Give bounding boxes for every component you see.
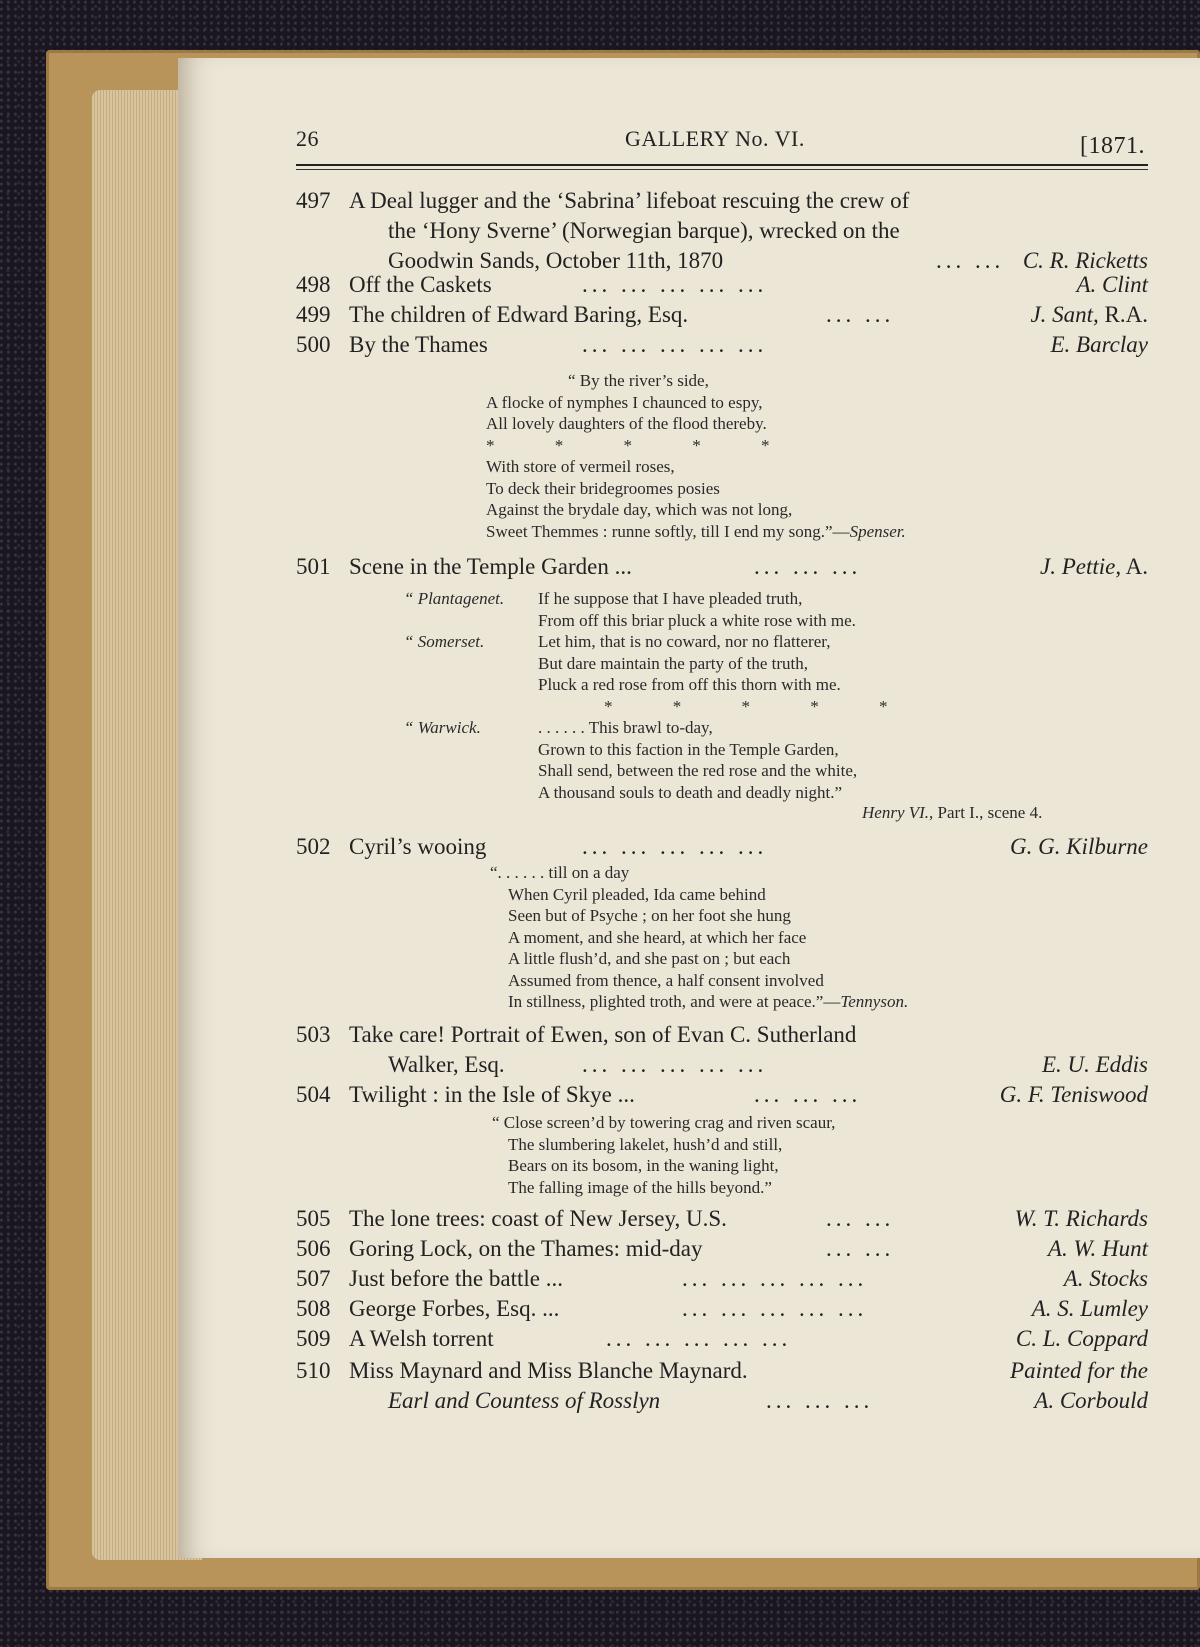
entry-title: George Forbes, Esq. ... [349,1296,560,1321]
entry-title-continued: Earl and Countess of Rosslyn [388,1388,661,1413]
entry-number: 500 [296,332,331,357]
speaker-name: “ Somerset. [404,632,485,651]
entry-title: Goring Lock, on the Thames: mid-day [349,1236,703,1261]
entry-artist: G. G. Kilburne [1010,834,1148,859]
catalogue-entry [296,1204,1148,1234]
catalogue-entry [296,300,1148,330]
catalogue-entry [296,186,1148,276]
play-quote: “ Plantagenet. “ Somerset. “ Warwick. If he suppose that I have pleaded truth, From off this briar pluck a white rose with me. Let him, that is no coward, nor no flatterer, But dare maintain the party of the truth, Pluck a red rose from off this thorn with me. * * * * * . . . . . . This brawl to-day, Grown to this faction in the Temple Garden, Shall send, between the red rose and the white, A thousand souls to death and deadly night.” Henry VI., Part I., scene 4. [404,589,1043,822]
entry-artist: J. Pettie, A. [1040,554,1148,579]
header-rule-bottom [296,169,1148,170]
page-title: GALLERY No. VI. [625,126,805,151]
entry-number: 501 [296,554,331,579]
leader-dots: ... ... ... ... ... [682,1296,868,1321]
entry-artist: C. L. Coppard [1015,1326,1148,1351]
page-year: [1871. [1080,133,1145,159]
catalogue-entry [296,330,1148,360]
catalogue-entry [296,1234,1148,1264]
entry-artist: W. T. Richards [1014,1206,1148,1231]
speaker-name: “ Warwick. [404,718,481,737]
entry-title: The lone trees: coast of New Jersey, U.S. [349,1206,727,1231]
entry-number: 503 [296,1022,331,1047]
entry-title: By the Thames [349,332,488,357]
leader-dots: ... ... ... ... ... [582,272,768,297]
entry-title: Scene in the Temple Garden ... [349,554,632,579]
entry-number: 509 [296,1326,331,1351]
entry-artist: A. S. Lumley [1031,1296,1148,1321]
entry-number: 498 [296,272,331,297]
entry-number: 510 [296,1358,331,1383]
catalogue-entry [296,270,1148,300]
entry-number: 506 [296,1236,331,1261]
leader-dots: ... ... ... ... ... [682,1266,868,1291]
entry-title-continued: Walker, Esq. [388,1052,505,1077]
catalogue-entry [296,832,1148,862]
entry-title-continued: the ‘Hony Sverne’ (Norwegian barque), wrecked on the [388,218,900,243]
entry-number: 499 [296,302,331,327]
entry-artist: J. Sant, R.A. [1030,302,1148,327]
leader-dots: ... ... ... ... ... [582,834,768,859]
leader-dots: ... ... ... ... ... [606,1326,792,1351]
quote-source: Henry VI., Part I., scene 4. [862,803,1043,822]
catalogue-entry [296,552,1148,582]
entry-title: Just before the battle ... [349,1266,563,1291]
entry-artist: E. Barclay [1050,332,1148,357]
catalogue-entry [296,1294,1148,1324]
leader-dots: ... ... [826,1236,895,1261]
entry-title: A Deal lugger and the ‘Sabrina’ lifeboat rescuing the crew of [349,188,910,213]
catalogue-entry [296,1356,1148,1416]
speaker-name: “ Plantagenet. [404,589,505,608]
leader-dots: ... ... ... ... ... [582,332,768,357]
entry-number: 505 [296,1206,331,1231]
entry-artist: A. Corbould [1034,1388,1148,1413]
leader-dots: ... ... ... [754,1082,862,1107]
entry-number: 508 [296,1296,331,1321]
leader-dots: ... ... [826,1206,895,1231]
entry-title-continued: Goodwin Sands, October 11th, 1870 [388,248,724,273]
entry-artist: A. W. Hunt [1047,1236,1148,1261]
entry-artist: A. Stocks [1063,1266,1148,1291]
leader-dots: ... ... ... [754,554,862,579]
entry-artist: A. Clint [1076,272,1148,297]
entry-artist: E. U. Eddis [1041,1052,1148,1077]
verse-quote: “ By the river’s side, A flocke of nymphes I chaunced to espy, All lovely daughters of the flood thereby. * * * * * With store of vermeil roses, To deck their bridegroomes posies Against the brydale day, which was not long, Sweet Themmes : runne softly, till I end my song.”—Spenser. [486,371,906,541]
leader-dots: ... ... ... ... ... [582,1052,768,1077]
entry-number: 504 [296,1082,331,1107]
entry-title: Off the Caskets [349,272,492,297]
entry-title: Twilight : in the Isle of Skye ... [349,1082,635,1107]
entry-artist: C. R. Ricketts [1022,248,1148,273]
entry-title: Miss Maynard and Miss Blanche Maynard. [349,1358,748,1383]
entry-number: 497 [296,188,331,213]
entry-title: Cyril’s wooing [349,834,487,859]
entry-artist: G. F. Teniswood [999,1082,1148,1107]
entry-title: A Welsh torrent [349,1326,494,1351]
leader-dots: ... ... [826,302,895,327]
leader-dots: ... ... ... [766,1388,874,1413]
catalogue-entry [296,1080,1148,1110]
entry-title: The children of Edward Baring, Esq. [349,302,689,327]
catalogue-entry [296,1020,1148,1080]
verse-quote: “. . . . . . till on a day When Cyril pleaded, Ida came behind Seen but of Psyche ; on her foot she hung A moment, and she heard, at which her face A little flush’d, and she past on ; but each Assumed from thence, a half consent involved In stillness, plighted troth, and were at peace.”—Tennyson. [490,863,909,1011]
catalogue-entry [296,1264,1148,1294]
entry-number: 502 [296,834,331,859]
entry-number: 507 [296,1266,331,1291]
leader-dots: ... ... [936,248,1005,273]
entry-title: Take care! Portrait of Ewen, son of Evan C. Sutherland [349,1022,857,1047]
verse-quote: “ Close screen’d by towering crag and riven scaur, The slumbering lakelet, hush’d and still, Bears on its bosom, in the waning light, The falling image of the hills beyond.” [492,1113,836,1197]
entry-note: Painted for the [1010,1358,1148,1383]
header-rule-top [296,164,1148,166]
catalogue-entry [296,1324,1148,1354]
page-number: 26 [296,126,319,151]
